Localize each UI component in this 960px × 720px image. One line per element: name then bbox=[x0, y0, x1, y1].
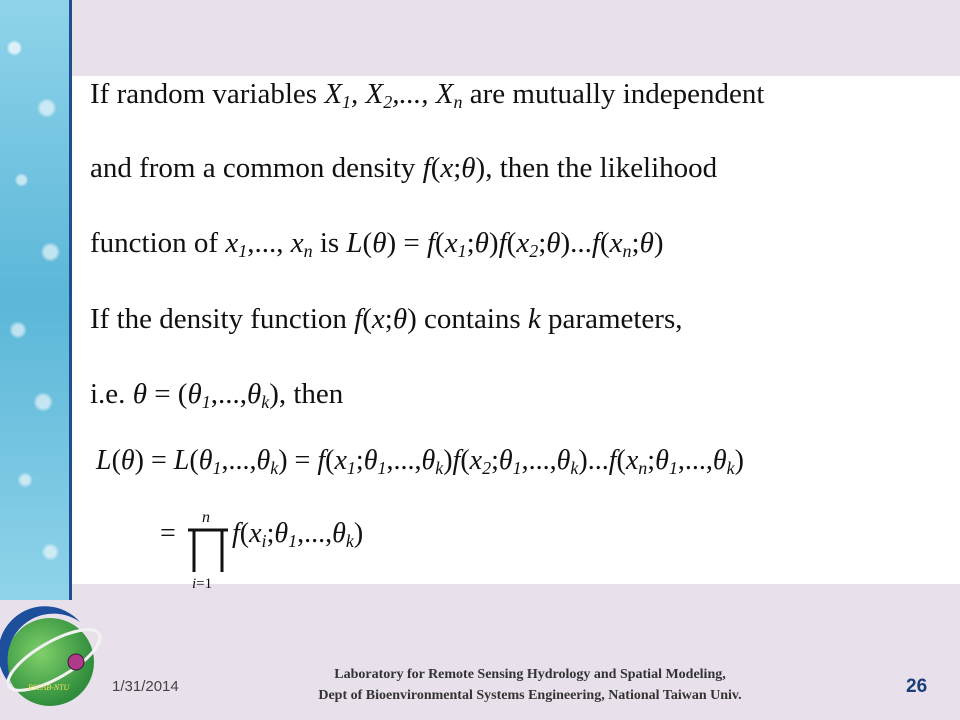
page-number: 26 bbox=[906, 676, 928, 697]
rslab-ntu-logo bbox=[0, 596, 104, 720]
footer-lab-line2: Dept of Bioenvironmental Systems Engineering, National Taiwan Univ. bbox=[318, 688, 742, 703]
line-5: i.e. $\theta = (\theta_1,...,\theta_k)$, then bbox=[90, 378, 344, 412]
footer-date: 1/31/2014 bbox=[112, 678, 179, 695]
svg-text:n: n bbox=[202, 510, 210, 526]
line-3: function of $x_1$,..., $x_n$ is $L(\theta) = f(x_1;\theta)f(x_2;\theta)...f(x_n;\theta)$ bbox=[90, 227, 664, 261]
line-4: If the density function f(x;θ) contains k parameters, bbox=[90, 303, 683, 335]
svg-text:i=1: i=1 bbox=[192, 576, 213, 590]
footer-lab-name bbox=[230, 664, 830, 706]
footer-lab-line1: Laboratory for Remote Sensing Hydrology and Spatial Modeling, bbox=[334, 667, 726, 682]
line-2: and from a common density f(x;θ), then the likelihood bbox=[90, 152, 718, 184]
product-equals: = bbox=[160, 518, 176, 549]
decorative-water-drops-sidebar bbox=[0, 0, 72, 600]
product-term: $f(x_i;\theta_1,...,\theta_k)$ bbox=[232, 518, 364, 551]
logo-text: RSLAB-NTU bbox=[28, 683, 70, 692]
likelihood-equation: $L(\theta) = L(\theta_1,...,\theta_k)$ = $f(x_1;\theta_1,...,\theta_k)f(x_2;\theta_1,...,\theta_k)...f(x_n;\theta_1,...,\theta_k)$ bbox=[96, 445, 744, 478]
product-symbol-icon bbox=[180, 510, 240, 590]
line-1: If random variables $X_1$, $X_2$,..., $X_n$ are mutually independent bbox=[90, 78, 765, 112]
